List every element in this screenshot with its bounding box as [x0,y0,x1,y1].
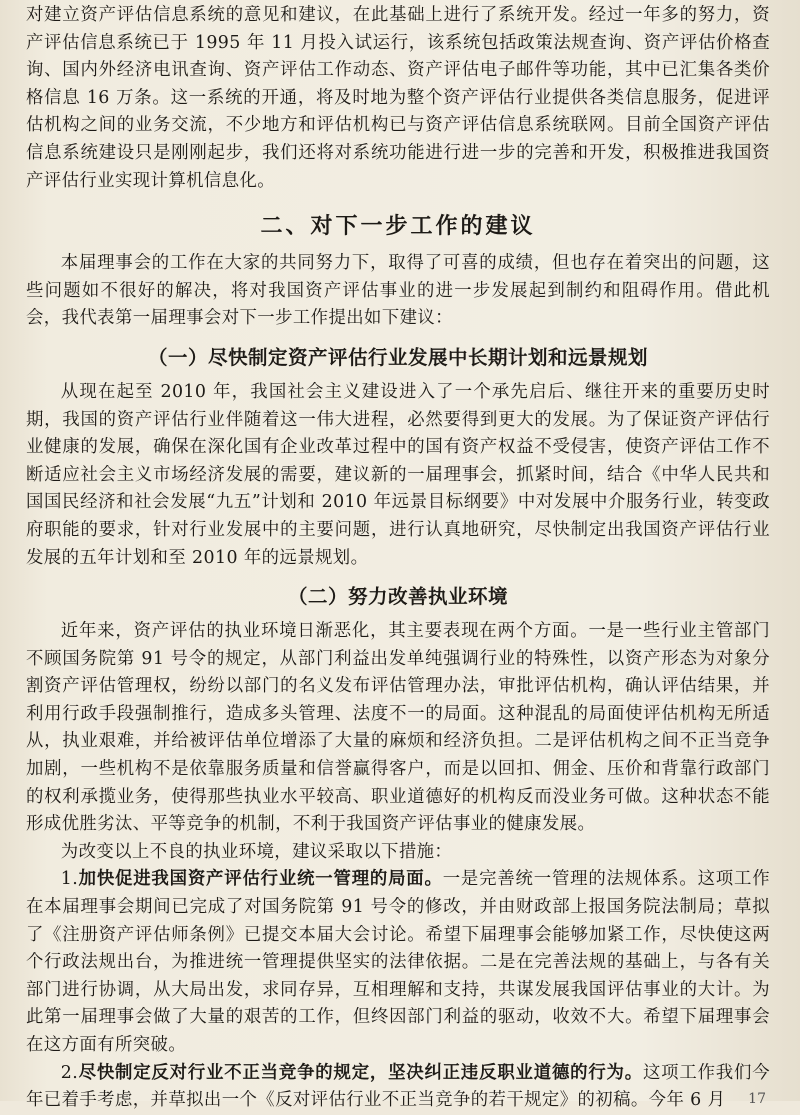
measure-item-1 [26,866,770,1059]
measure-2-title: 尽快制定反对行业不正当竞争的规定，坚决纠正违反职业道德的行为。 [78,1062,643,1083]
subsection-1-paragraph: 从现在起至 2010 年，我国社会主义建设进入了一个承先启后、继往开来的重要历史时期，我国的资产评估行业伴随着这一伟大进程，必然要得到更大的发展。为了保证资产评估行业健康的发展，确保在深化国有企业改革过程中的国有资产权益不受侵害，使资产评估工作不断适应社会主义市场经济发展的需要，建议新的一届理事会，抓紧时间，结合《中华人民共和国国民经济和社会发展“九五”计划和 2010 年远景目标纲要》中对发展中介服务行业，转变政府职能的要求，针对行业发展中的主要问题，进行认真地研究，尽快制定出我国资产评估行业发展的五年计划和至 2010 年的远景规划。 [26,381,770,568]
measure-2-number: 2. [60,1062,79,1083]
opening-paragraph: 对建立资产评估信息系统的意见和建议，在此基础上进行了系统开发。经过一年多的努力，资产评估信息系统已于 1995 年 11 月投入试运行，该系统包括政策法规查询、资产评估价格查询、国内外经济电讯查询、资产评估工作动态、资产评估电子邮件等功能，其中已汇集各类价格信息 16 万条。这一系统的开通，将及时地为整个资产评估行业提供各类信息服务，促进评估机构之间的业务交流，不少地方和评估机构已与资产评估信息系统联网。目前全国资产评估信息系统建设只是刚刚起步，我们还将对系统功能进行进一步的完善和开发，积极推进我国资产评估行业实现计算机信息化。 [26,5,770,191]
measure-item-2 [26,1060,770,1115]
page-number: 17 [748,1091,766,1107]
measure-2-body: 这项工作我们今年已着手考虑，并草拟出一个《反对评估行业不正当竞争的若干规定》的初稿。今年 6 月 [26,1062,770,1111]
measure-1-title: 加快促进我国资产评估行业统一管理的局面。 [78,869,443,890]
subsection-2-heading: （二）努力改善执业环境 [287,585,508,609]
subsection-1-heading: （一）尽快制定资产评估行业发展中长期计划和远景规划 [147,345,648,369]
section-heading: 二、对下一步工作的建议 [260,214,536,240]
measures-intro: 为改变以上不良的执业环境，建议采取以下措施： [60,841,453,862]
measure-1-number: 1. [60,869,79,890]
measure-1-body: 一是完善统一管理的法规体系。这项工作在本届理事会期间已完成了对国务院第 91 号令的修改，并由财政部上报国务院法制局；草拟了《注册资产评估师条例》已提交本届大会讨论。希望下届理事会能够加紧工作，尽快使这两个行政法规出台，为推进统一管理提供坚实的法律依据。二是在完善法规的基础上，与各有关部门进行协调，从大局出发，求同存异，互相理解和支持，共谋发展我国评估事业的大计。为此第一届理事会做了大量的艰苦的工作，但终因部门利益的驱动，收效不大。希望下届理事会在这方面有所突破。 [26,869,770,1055]
section-intro-paragraph: 本届理事会的工作在大家的共同努力下，取得了可喜的成绩，但也存在着突出的问题，这些问题如不很好的解决，将对我国资产评估事业的进一步发展起到制约和阻碍作用。借此机会，我代表第一届理事会对下一步工作提出如下建议： [26,253,770,329]
subsection-2-paragraph: 近年来，资产评估的执业环境日渐恶化，其主要表现在两个方面。一是一些行业主管部门不顾国务院第 91 号令的规定，从部门利益出发单纯强调行业的特殊性，以资产形态为对象分割资产评估管理权，纷纷以部门的名义发布评估管理办法，审批评估机构，确认评估结果，并利用行政手段强制推行，造成多头管理、法度不一的局面。这种混乱的局面使评估机构无所适从，执业艰难，并给被评估单位增添了大量的麻烦和经济负担。二是评估机构之间不正当竞争加剧，一些机构不是依靠服务质量和信誉赢得客户，而是以回扣、佣金、压价和背靠行政部门的权利承揽业务，使得那些执业水平较高、职业道德好的机构反而没业务可做。这种状态不能形成优胜劣汰、平等竞争的机制，不利于我国资产评估事业的健康发展。 [26,621,770,835]
